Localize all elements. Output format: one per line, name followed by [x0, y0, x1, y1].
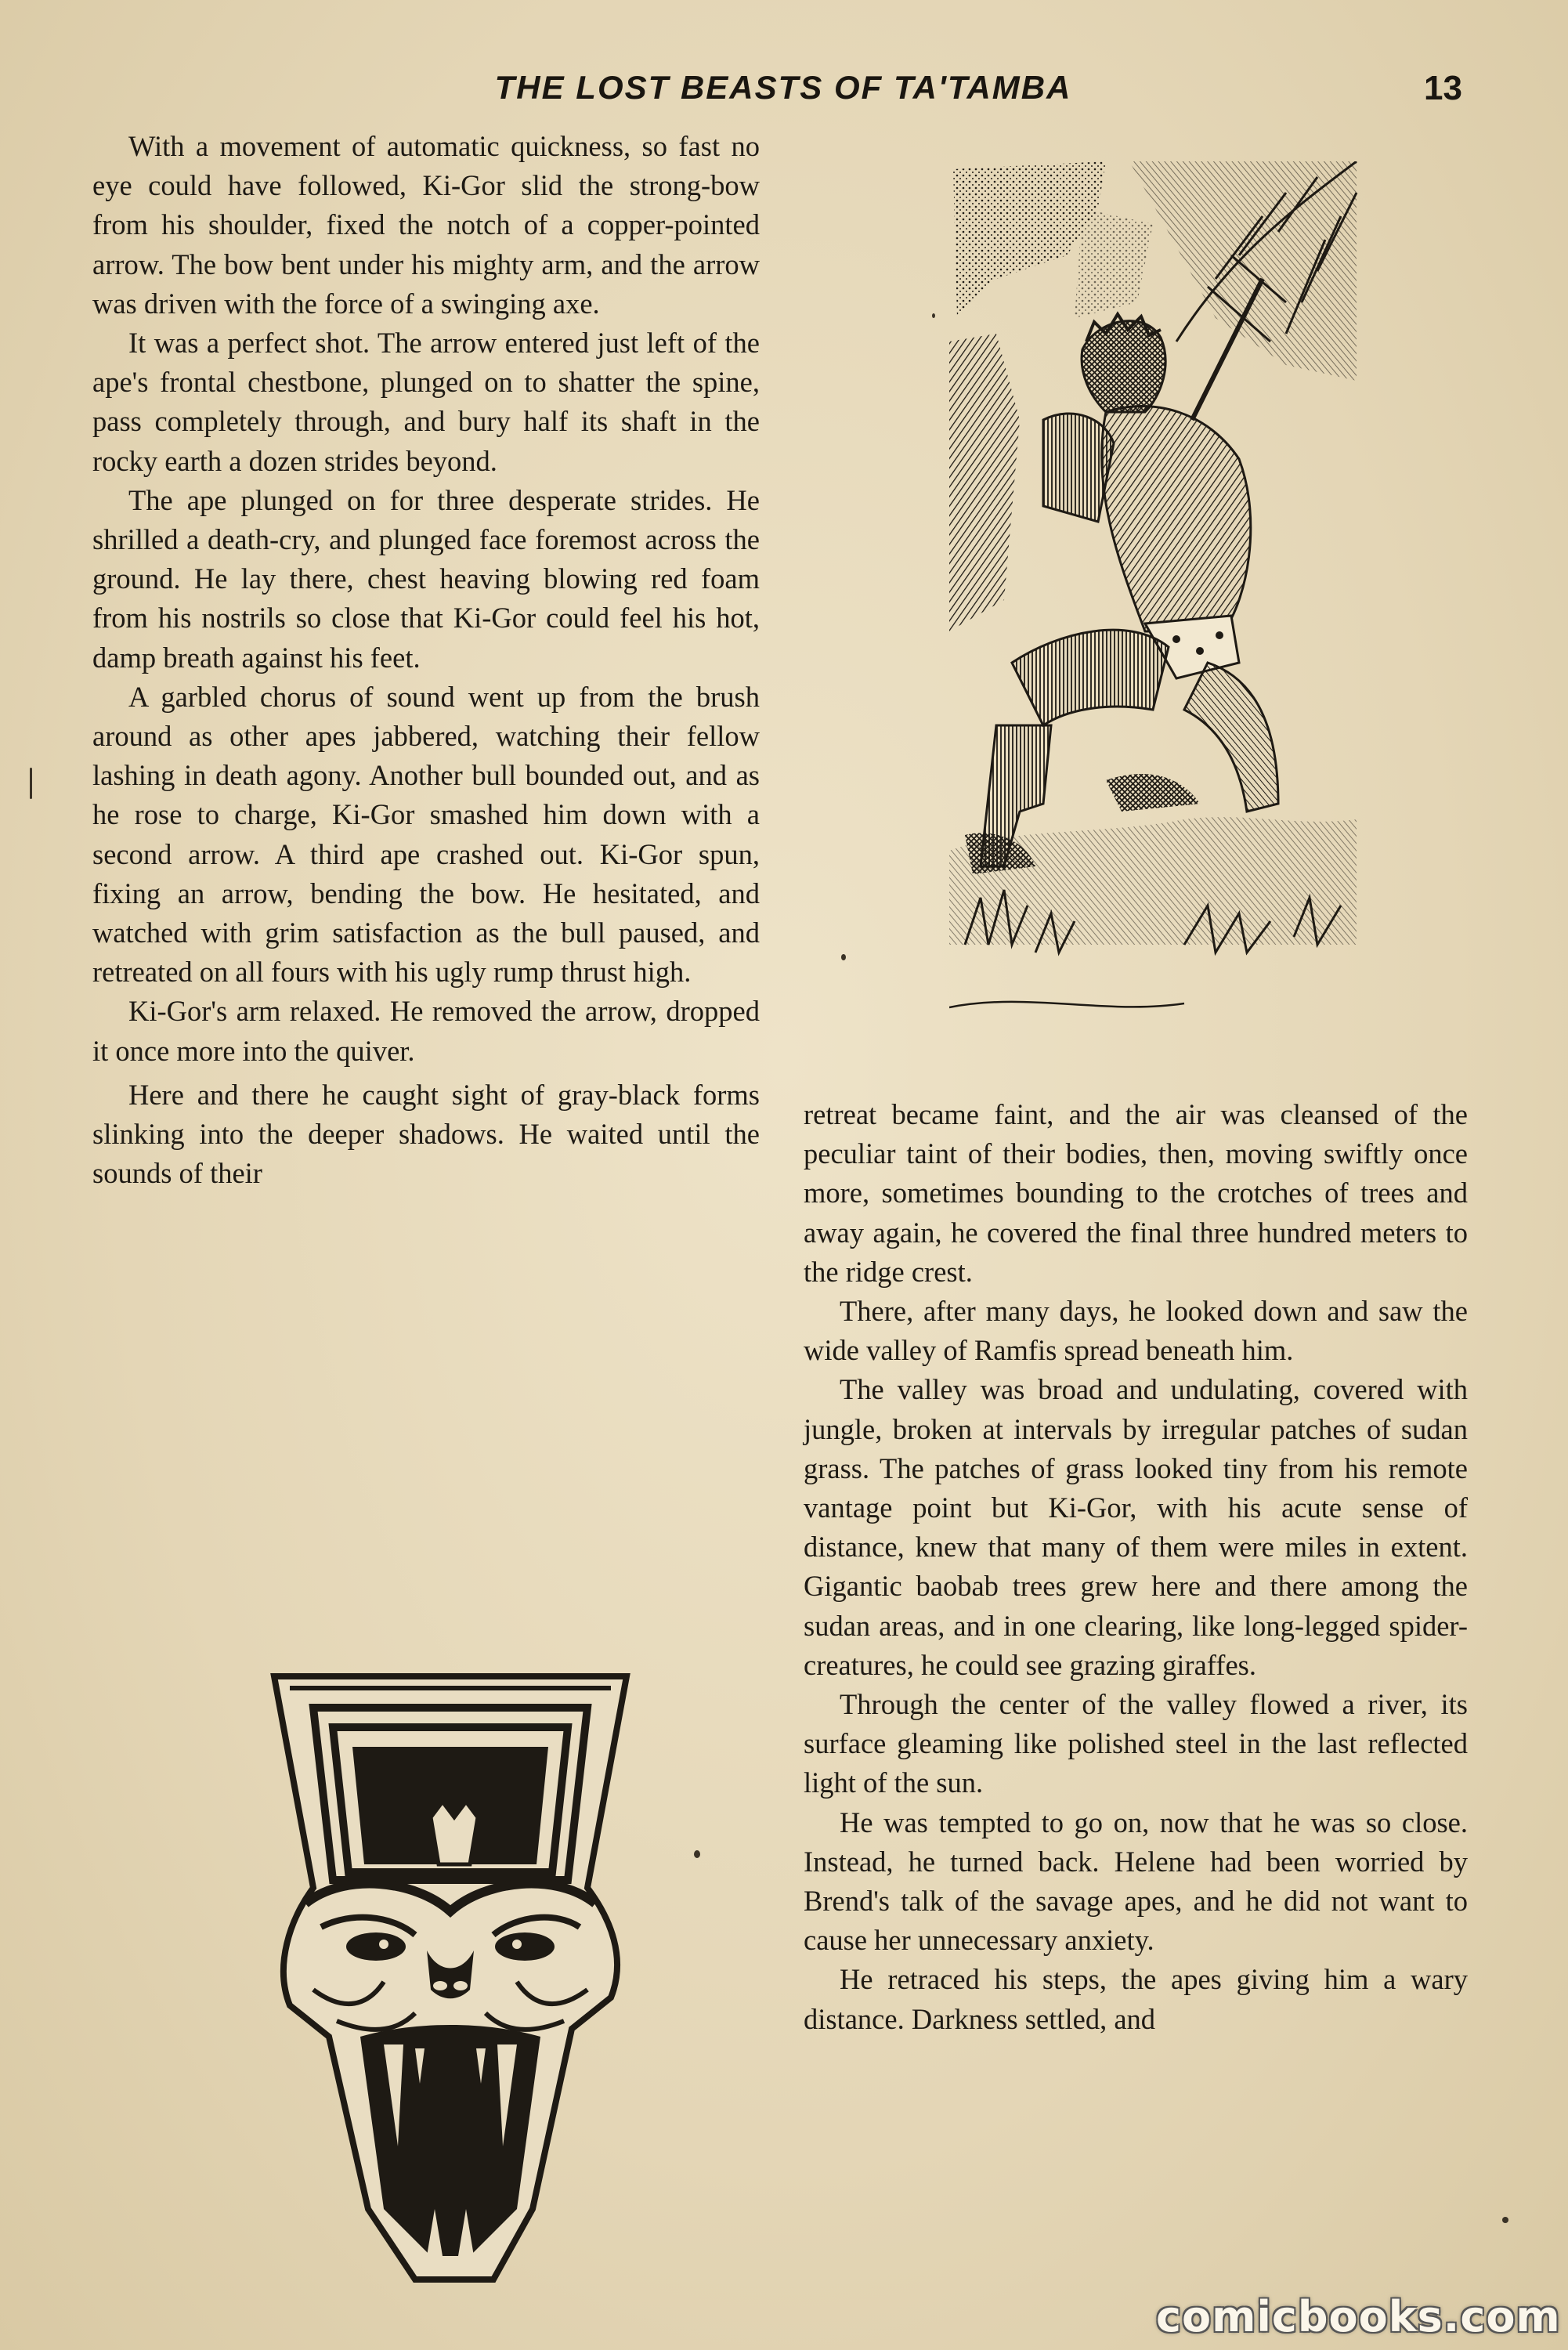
paragraph: He was tempted to go on, now that he was so close. Instead, he turned back. Helene had been worried by Brend's talk of the savage apes, and he did not want to cause her unnecessary anxiety. [804, 1806, 1468, 1957]
paragraph: The ape plunged on for three desperate strides. He shrilled a death-cry, and plunged face foremost across the ground. He lay there, chest heaving blowing red foam from his nostrils so close that Ki-Gor could feel his hot, damp breath against his feet. [92, 483, 760, 674]
paragraph: The valley was broad and undulating, covered with jungle, broken at intervals by irregular patches of sudan grass. The patches of grass looked tiny from his remote vantage point but Ki-Gor, with his acute sense of distance, knew that many of them were miles in extent. Gigantic baobab trees grew here and there among the sudan areas, and in one clearing, like long-legged spider-creatures, he could see grazing giraffes. [804, 1373, 1468, 1681]
running-head-title: THE LOST BEASTS OF TA'TAMBA [494, 69, 1072, 106]
page-number: 13 [1424, 69, 1462, 107]
hunter-illustration [949, 161, 1364, 1031]
paragraph: He retraced his steps, the apes giving him a wary distance. Darkness settled, and [804, 1963, 1468, 2035]
print-speck [694, 1850, 700, 1858]
print-speck [932, 313, 935, 318]
ape-mask-illustration [258, 1661, 650, 2287]
paragraph: Ki-Gor's arm relaxed. He removed the arrow, dropped it once more into the quiver. [92, 995, 760, 1067]
print-speck [30, 768, 32, 799]
left-text-column [92, 127, 760, 1193]
paragraph: A garbled chorus of sound went up from the brush around as other apes jabbered, watching their fellow lashing in death agony. Another bull bounded out, and as he rose to charge, Ki-Gor smashed him down with a second arrow. A third ape crashed out. Ki-Gor spun, fixing an arrow, bending the bow. He hesitated, and watched with grim satisfaction as the bull paused, and retreated on all fours with his ugly rump thrust high. [92, 680, 760, 989]
paragraph: With a movement of automatic quickness, so fast no eye could have followed, Ki-Gor slid the strong-bow from his shoulder, fixed the notch of a copper-pointed arrow. The bow bent under his mighty arm, and the arrow was driven with the force of a swinging axe. [92, 130, 760, 320]
paragraph: retreat became faint, and the air was cleansed of the peculiar taint of their bodies, then, moving swiftly once more, sometimes bounding to the crotches of trees and away again, he covered the final three hundred meters to the ridge crest. [804, 1098, 1468, 1288]
print-speck [841, 954, 846, 960]
paragraph: Through the center of the valley flowed a river, its surface gleaming like polished steel in the last reflected light of the sun. [804, 1688, 1468, 1799]
paragraph: Here and there he caught sight of gray-black forms slinking into the deeper shadows. He waited until the sounds of their [92, 1078, 760, 1190]
watermark: comicbooks.com [1156, 2292, 1561, 2341]
paragraph: There, after many days, he looked down and saw the wide valley of Ramfis spread beneath him. [804, 1295, 1468, 1367]
right-text-column [804, 1095, 1468, 2039]
print-speck [1502, 2217, 1508, 2223]
paragraph: It was a perfect shot. The arrow entered just left of the ape's frontal chestbone, plunged on to shatter the spine, pass completely through, and bury half its shaft in the rocky earth a dozen strides beyond. [92, 327, 760, 477]
